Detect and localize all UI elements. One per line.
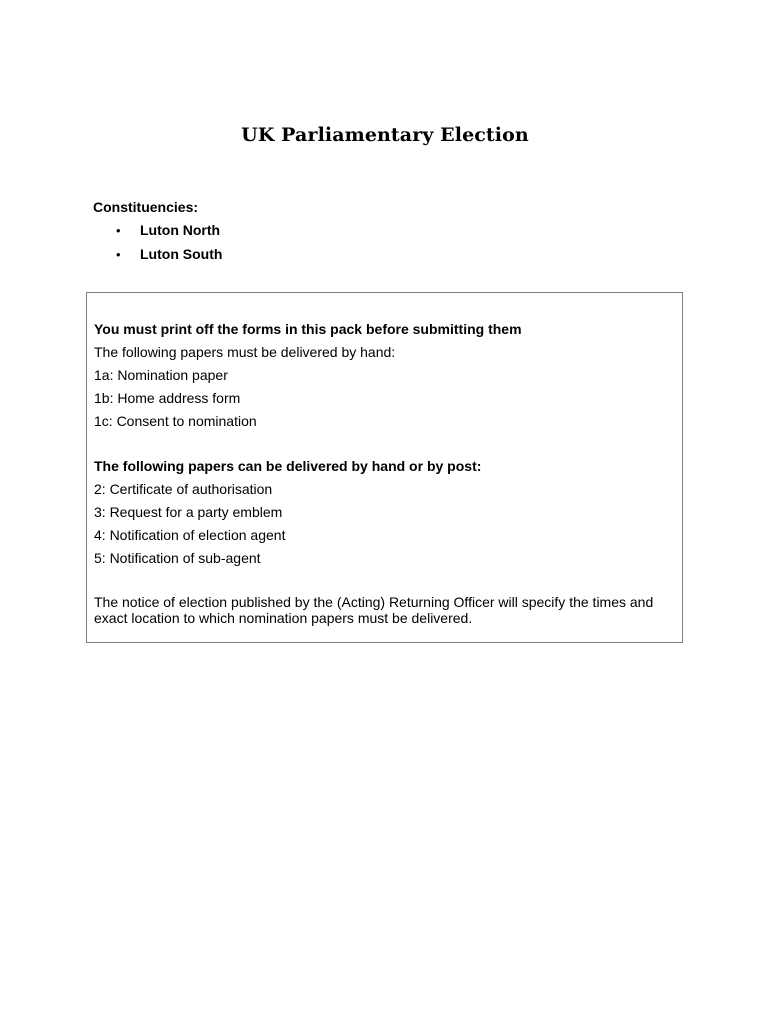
election-notice: The notice of election published by the (Acting) Returning Officer will specify the times and exact location to which nomination papers must be delivered.: [94, 594, 654, 626]
constituency-list: [93, 222, 693, 263]
hand-or-post-heading: The following papers can be delivered by hand or by post:: [94, 458, 482, 474]
by-hand-item: 1c: Consent to nomination: [94, 413, 257, 429]
hand-or-post-item: 3: Request for a party emblem: [94, 504, 283, 520]
bullet-icon: •: [116, 223, 121, 238]
hand-or-post-item: 2: Certificate of authorisation: [94, 481, 273, 497]
constituencies-section: [93, 199, 693, 270]
by-hand-item: 1b: Home address form: [94, 390, 241, 406]
print-notice: You must print off the forms in this pack before submitting them: [94, 321, 522, 337]
constituency-name: Luton South: [140, 246, 223, 262]
bullet-icon: •: [116, 247, 121, 262]
instructions-content: [94, 318, 674, 626]
list-item: [93, 246, 693, 263]
instructions-box: [86, 292, 683, 643]
hand-or-post-item: 4: Notification of election agent: [94, 527, 286, 543]
constituency-name: Luton North: [140, 222, 221, 238]
constituencies-heading: Constituencies:: [93, 199, 199, 215]
page-title: UK Parliamentary Election: [241, 124, 529, 146]
by-hand-item: 1a: Nomination paper: [94, 367, 228, 383]
hand-or-post-item: 5: Notification of sub-agent: [94, 550, 261, 566]
by-hand-intro: The following papers must be delivered by hand:: [94, 344, 396, 360]
list-item: [93, 222, 693, 239]
